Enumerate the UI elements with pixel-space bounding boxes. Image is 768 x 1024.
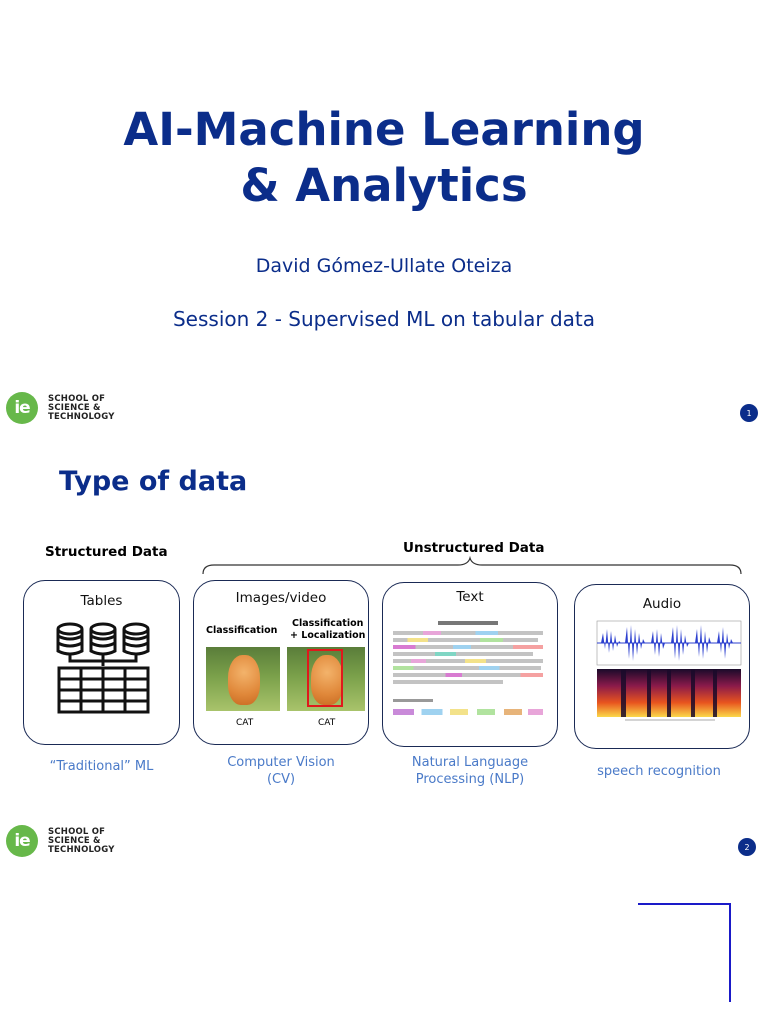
logo-text: SCHOOL OF SCIENCE & TECHNOLOGY [48, 393, 115, 422]
caption-tables: “Traditional” ML [49, 759, 154, 774]
slide-heading: Type of data [59, 466, 248, 497]
card-title-images: Images/video [235, 590, 327, 606]
cat-image-localization [287, 647, 365, 711]
structured-data-label: Structured Data [45, 544, 168, 560]
card-tables [23, 580, 180, 745]
ie-logo-icon: ie [6, 825, 38, 857]
card-images [193, 580, 369, 745]
caption-audio: speech recognition [597, 764, 721, 779]
page-number-badge: 2 [738, 838, 756, 856]
cat-label-left: CAT [236, 718, 254, 728]
classification-label: Classification [206, 625, 278, 636]
logo-text: SCHOOL OF SCIENCE & TECHNOLOGY [48, 826, 115, 855]
card-title-audio: Audio [642, 596, 682, 612]
card-title-tables: Tables [80, 593, 123, 609]
author-name: David Gómez-Ullate Oteiza [255, 255, 513, 277]
card-audio [574, 584, 750, 749]
slide-title-line-2: & Analytics [240, 159, 528, 212]
school-logo-2 [6, 825, 115, 857]
school-logo [6, 392, 115, 424]
unstructured-data-label: Unstructured Data [403, 540, 545, 556]
corner-decoration [638, 903, 731, 1002]
card-text [382, 582, 558, 747]
ner-text-sample-image [393, 621, 548, 721]
card-title-text: Text [456, 589, 484, 605]
caption-images: Computer Vision (CV) [227, 755, 335, 787]
database-table-icon [56, 621, 151, 716]
session-title: Session 2 - Supervised ML on tabular data [172, 307, 596, 331]
unstructured-brace [200, 556, 745, 576]
ie-logo-icon: ie [6, 392, 38, 424]
waveform-spectrogram-icon [585, 619, 743, 727]
slide-title-line-1: AI-Machine Learning [123, 103, 645, 156]
bounding-box [307, 649, 343, 707]
classification-localization-label: Classification + Localization [290, 618, 366, 641]
caption-text: Natural Language Processing (NLP) [411, 755, 529, 787]
cat-image-classification [206, 647, 280, 711]
page-number-badge: 1 [740, 404, 758, 422]
cat-label-right: CAT [318, 718, 336, 728]
